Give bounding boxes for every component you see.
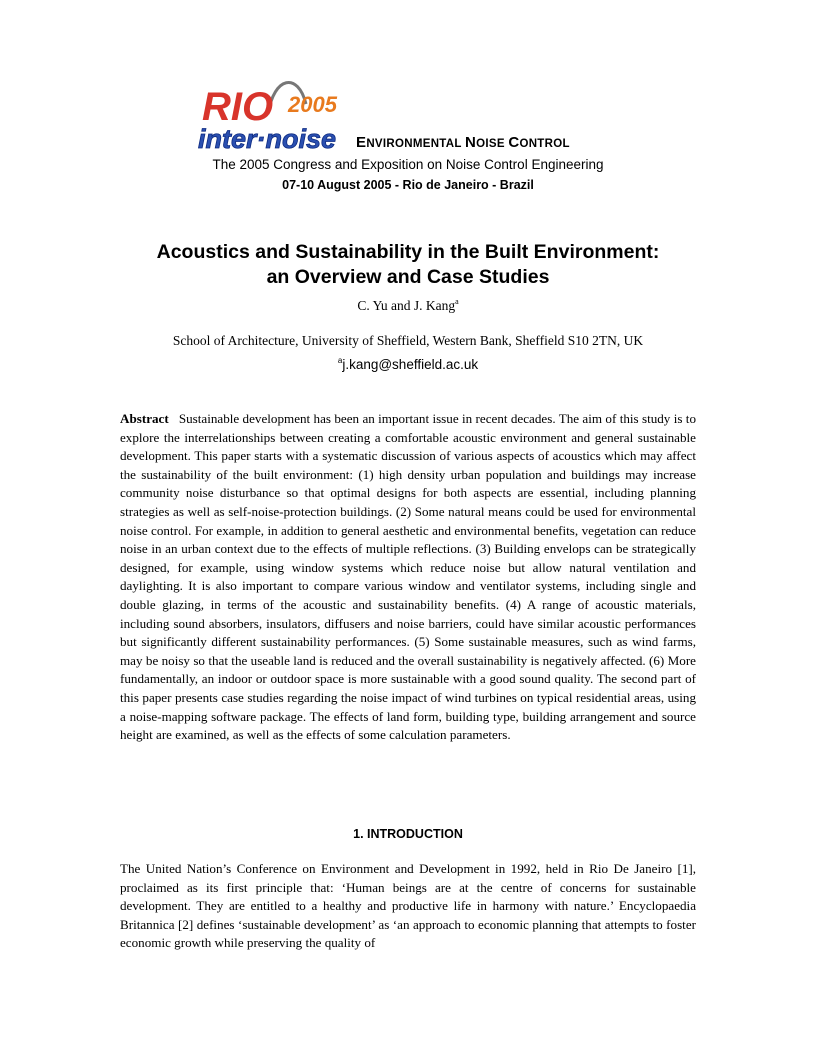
conference-dates: 07-10 August 2005 - Rio de Janeiro - Brazil (282, 178, 534, 192)
abstract-text: Sustainable development has been an important issue in recent decades. The aim of this study is to explore the interrelationships between creating a comfortable acoustic environment and general sustainable development. This paper starts with a systematic discussion of various aspects of acoustics which may affect the sustainability of the built environment: (1) high density urban population and buildings may increase community noise disturbance so that optimal designs for both aspects are essential, including planning strategies as well as self-noise-protection buildings. (2) Some natural means could be used for environmental noise control. For example, in addition to general aesthetic and environmental benefits, vegetation can reduce noise in an urban context due to the effects of multiple reflections. (3) Building envelops can be strategically designed, for example, using window systems which reduce noise but allow natural ventilation and daylighting. It is also important to compare various window and ventilator systems, including single and double glazing, in terms of the acoustic and sustainability benefits. (4) A range of acoustic materials, including sound absorbers, insulators, diffusers and noise barriers, could have similar acoustic performances but significantly different sustainability performances. (5) Some sustainable measures, such as wind farms, may be noisy so that the useable land is reduced and the overall sustainability is negatively affected. (6) More fundamentally, an indoor or outdoor space is more sustainable with a good sound quality. The second part of this paper presents case studies regarding the noise impact of wind turbines on typical residential areas, using a noise-mapping software package. The effects of land form, building type, building arrangement and source height are examined, as well as the effects of some calculation parameters. (120, 411, 696, 743)
email-superscript: a (337, 356, 343, 365)
abstract-label: Abstract (120, 411, 169, 426)
author-superscript: a (455, 297, 459, 306)
conference-name: ENVIRONMENTAL NOISE CONTROL (356, 134, 570, 151)
logo-year-text: 2005 (288, 92, 337, 117)
abstract (120, 410, 696, 745)
paper-authors: C. Yu and J. Kang$^a$ (357, 297, 459, 313)
author-affiliation: School of Architecture, University of Sheffield, Western Bank, Sheffield S10 2TN, UK (172, 333, 644, 348)
author-email: $^a$j.kang@sheffield.ac.uk (337, 356, 479, 372)
paper-title (60, 240, 756, 290)
paper-title-line-1: Acoustics and Sustainability in the Built Environment: (156, 241, 660, 263)
internoise-logo (198, 74, 354, 154)
section-heading-introduction: 1. INTRODUCTION (353, 827, 463, 841)
logo-internoise-text: inter·noise (198, 124, 337, 154)
logo-rio-text: RIO (202, 85, 274, 129)
paper-title-line-2: an Overview and Case Studies (266, 266, 550, 288)
conference-subtitle: The 2005 Congress and Exposition on Noise Control Engineering (212, 157, 604, 172)
introduction-paragraph: The United Nation’s Conference on Environment and Development in 1992, held in Rio De Janeiro [1], proclaimed as its first principle that: ‘Human beings are at the centre of concerns for sustainable development. They are entitled to a healthy and productive life in harmony with nature.’ Encyclopaedia Britannica [2] defines ‘sustainable development’ as ‘an approach to economic planning that attempts to foster economic growth while preserving the quality of (120, 861, 696, 951)
